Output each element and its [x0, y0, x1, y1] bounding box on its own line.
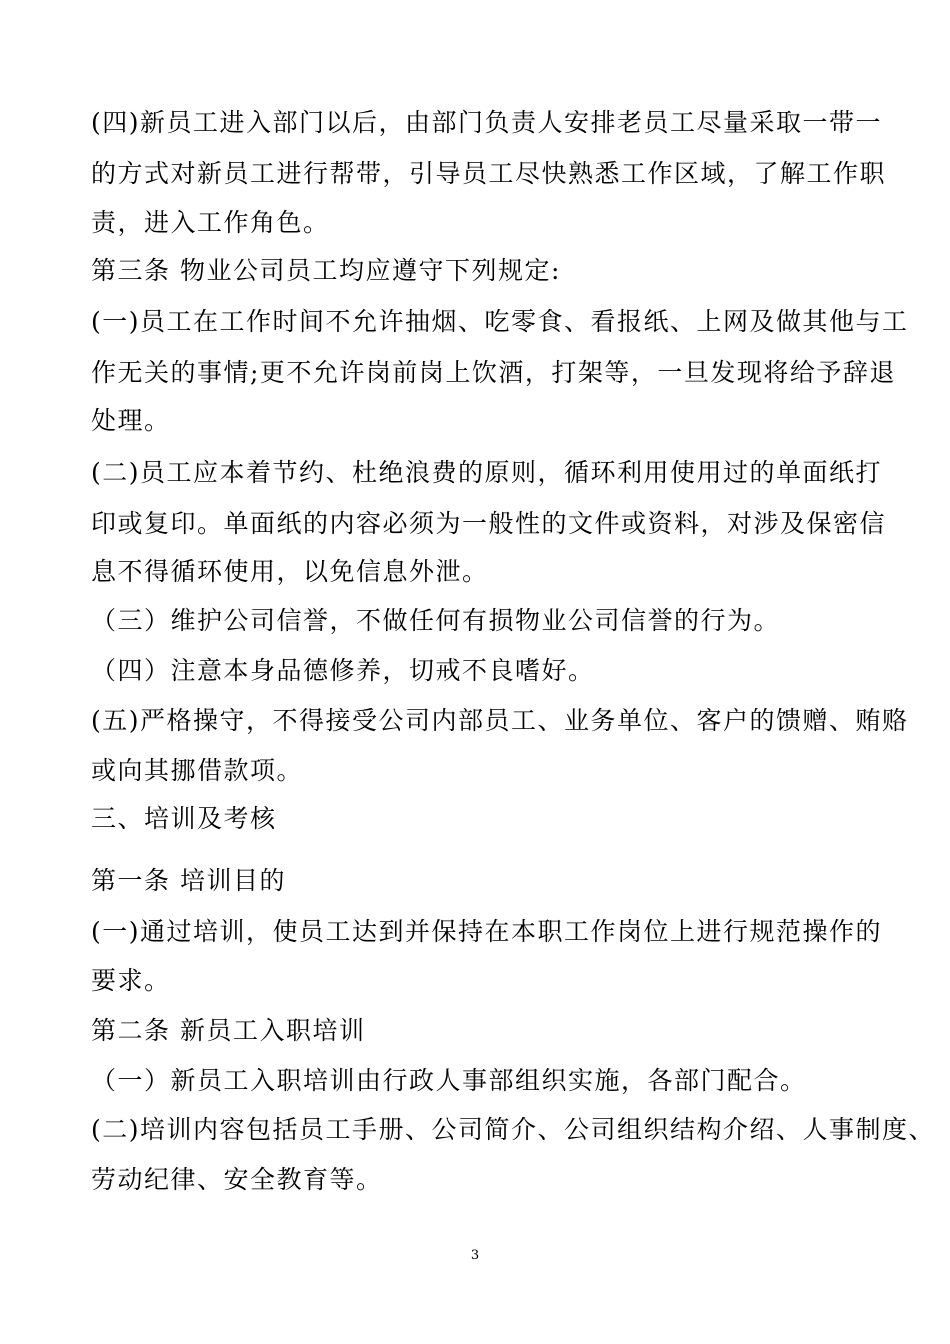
text-line: (二)员工应本着节约、杜绝浪费的原则，循环利用使用过的单面纸打 — [91, 458, 883, 487]
article-heading: 第三条 物业公司员工均应遵守下列规定: — [91, 256, 561, 285]
text-line: 劳动纪律、安全教育等。 — [91, 1165, 383, 1194]
text-line: （一）新员工入职培训由行政人事部组织实施，各部门配合。 — [91, 1066, 807, 1095]
text-line: 的方式对新员工进行帮带，引导员工尽快熟悉工作区域，了解工作职 — [91, 159, 887, 188]
text-line: (四)新员工进入部门以后，由部门负责人安排老员工尽量采取一带一 — [91, 108, 883, 137]
article-heading: 第一条 培训目的 — [91, 866, 286, 895]
text-line: （四）注意本身品德修养，切戒不良嗜好。 — [91, 656, 595, 685]
text-line: (五)严格操守，不得接受公司内部员工、业务单位、客户的馈赠、贿赂 — [91, 706, 909, 735]
text-line: (一)通过培训，使员工达到并保持在本职工作岗位上进行规范操作的 — [91, 917, 883, 946]
text-line: (一)员工在工作时间不允许抽烟、吃零食、看报纸、上网及做其他与工 — [91, 307, 909, 336]
page-number: 3 — [470, 1248, 480, 1263]
text-line: 或向其挪借款项。 — [91, 756, 304, 785]
text-line: 处理。 — [91, 406, 171, 435]
section-heading: 三、培训及考核 — [91, 804, 277, 833]
article-heading: 第二条 新员工入职培训 — [91, 1016, 366, 1045]
text-line: 息不得循环使用，以免信息外泄。 — [91, 557, 489, 586]
text-line: 作无关的事情;更不允许岗前岗上饮酒，打架等，一旦发现将给予辞退 — [91, 358, 896, 387]
text-line: 要求。 — [91, 966, 171, 995]
text-line: (二)培训内容包括员工手册、公司简介、公司组织结构介绍、人事制度、 — [91, 1115, 936, 1144]
text-line: 责，进入工作角色。 — [91, 208, 330, 237]
text-line: 印或复印。单面纸的内容必须为一般性的文件或资料，对涉及保密信 — [91, 509, 887, 538]
text-line: （三）维护公司信誉，不做任何有损物业公司信誉的行为。 — [91, 606, 781, 635]
